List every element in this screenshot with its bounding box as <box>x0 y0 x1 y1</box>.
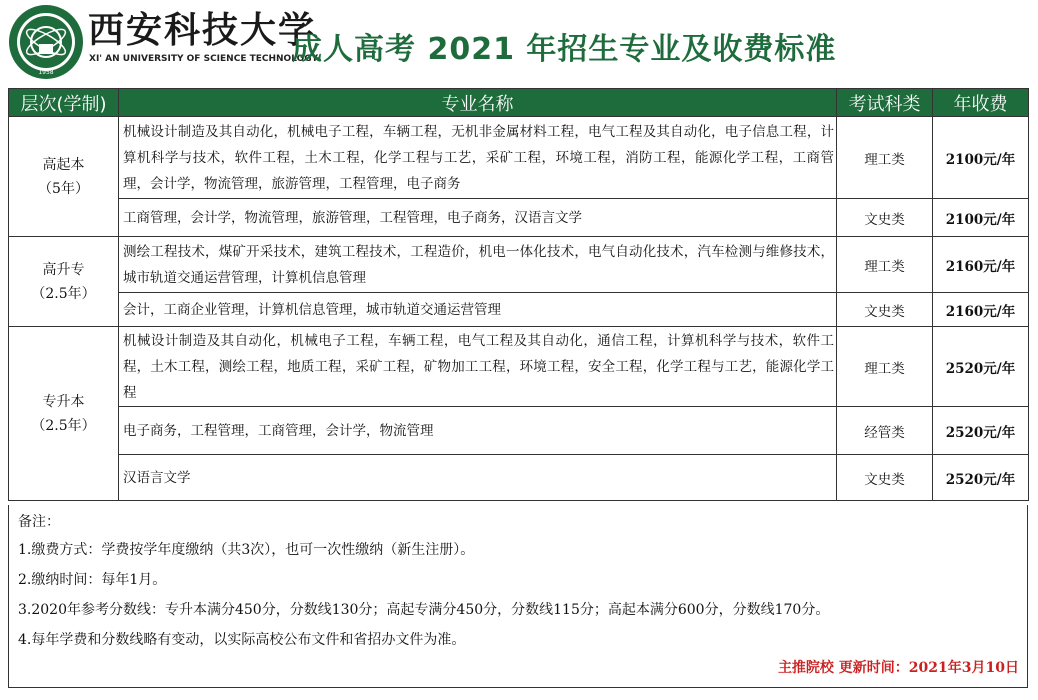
table-header-row <box>9 89 1029 117</box>
col-header-majors: 专业名称 <box>119 89 837 117</box>
page-header <box>0 0 1038 86</box>
level-cell <box>9 327 119 501</box>
note-item: 3.2020年参考分数线：专升本满分450分，分数线130分；高起专满分450分，分数线115分；高起本满分600分，分数线170分。 <box>18 602 830 618</box>
level-cell <box>9 117 119 237</box>
fee-cell: 2520元/年 <box>933 455 1029 501</box>
category-cell: 文史类 <box>837 199 933 237</box>
table-row <box>9 293 1029 327</box>
majors-cell: 测绘工程技术，煤矿开采技术，建筑工程技术，工程造价，机电一体化技术，电气自动化技术，汽车检测与维修技术，城市轨道交通运营管理，计算机信息管理 <box>119 237 837 293</box>
table-row <box>9 455 1029 501</box>
majors-cell: 汉语言文学 <box>119 455 837 501</box>
level-duration: （5年） <box>38 180 89 197</box>
table-row <box>9 237 1029 293</box>
note-item: 1.缴费方式：学费按学年度缴纳（共3次），也可一次性缴纳（新生注册）。 <box>18 542 475 558</box>
notes-section <box>8 505 1028 688</box>
level-cell <box>9 237 119 327</box>
fee-cell: 2100元/年 <box>933 199 1029 237</box>
majors-cell: 会计，工商企业管理，计算机信息管理，城市轨道交通运营管理 <box>119 293 837 327</box>
school-name-cn: 西安科技大学 <box>88 9 317 51</box>
table-row <box>9 407 1029 455</box>
fee-cell: 2520元/年 <box>933 327 1029 407</box>
category-cell: 经管类 <box>837 407 933 455</box>
page-title: 成人高考 2021 年招生专业及收费标准 <box>292 32 837 67</box>
col-header-level: 层次(学制) <box>9 89 119 117</box>
fee-cell: 2100元/年 <box>933 117 1029 199</box>
majors-cell: 电子商务，工程管理，工商管理，会计学，物流管理 <box>119 407 837 455</box>
majors-cell: 机械设计制造及其自动化，机械电子工程，车辆工程，无机非金属材料工程，电气工程及其自动化，电子信息工程，计算机科学与技术，软件工程，土木工程，化学工程与工艺，采矿工程，环境工程，消防工程，能源化学工程，工商管理，会计学，物流管理，旅游管理，工程管理，电子商务 <box>119 117 837 199</box>
level-name: 高起本 <box>42 156 85 173</box>
logo-year: 1958 <box>38 69 54 76</box>
note-item: 2.缴纳时间：每年1月。 <box>18 572 167 588</box>
note-item: 4.每年学费和分数线略有变动，以实际高校公布文件和省招办文件为准。 <box>18 632 466 648</box>
notes-heading: 备注： <box>18 514 60 530</box>
level-duration: （2.5年） <box>31 417 96 434</box>
fee-cell: 2160元/年 <box>933 237 1029 293</box>
category-cell: 文史类 <box>837 455 933 501</box>
table-row <box>9 117 1029 199</box>
level-name: 专升本 <box>42 393 85 410</box>
fee-cell: 2160元/年 <box>933 293 1029 327</box>
category-cell: 理工类 <box>837 117 933 199</box>
update-footer: 主推院校 更新时间：2021年3月10日 <box>777 660 1019 676</box>
category-cell: 理工类 <box>837 327 933 407</box>
category-cell: 文史类 <box>837 293 933 327</box>
level-name: 高升专 <box>42 261 85 278</box>
university-logo-icon <box>8 4 84 80</box>
majors-cell: 工商管理，会计学，物流管理，旅游管理，工程管理，电子商务，汉语言文学 <box>119 199 837 237</box>
col-header-fee: 年收费 <box>933 89 1029 117</box>
school-name-en: XI' AN UNIVERSITY OF SCIENCE TECHNOLOGY <box>89 54 318 64</box>
fee-table <box>8 88 1029 501</box>
fee-cell: 2520元/年 <box>933 407 1029 455</box>
category-cell: 理工类 <box>837 237 933 293</box>
table-row <box>9 199 1029 237</box>
table-row <box>9 327 1029 407</box>
level-duration: （2.5年） <box>31 285 96 302</box>
majors-cell: 机械设计制造及其自动化，机械电子工程，车辆工程，电气工程及其自动化，通信工程，计算机科学与技术，软件工程，土木工程，测绘工程，地质工程，采矿工程，矿物加工工程，环境工程，安全工程，化学工程与工艺，能源化学工程 <box>119 327 837 407</box>
col-header-category: 考试科类 <box>837 89 933 117</box>
